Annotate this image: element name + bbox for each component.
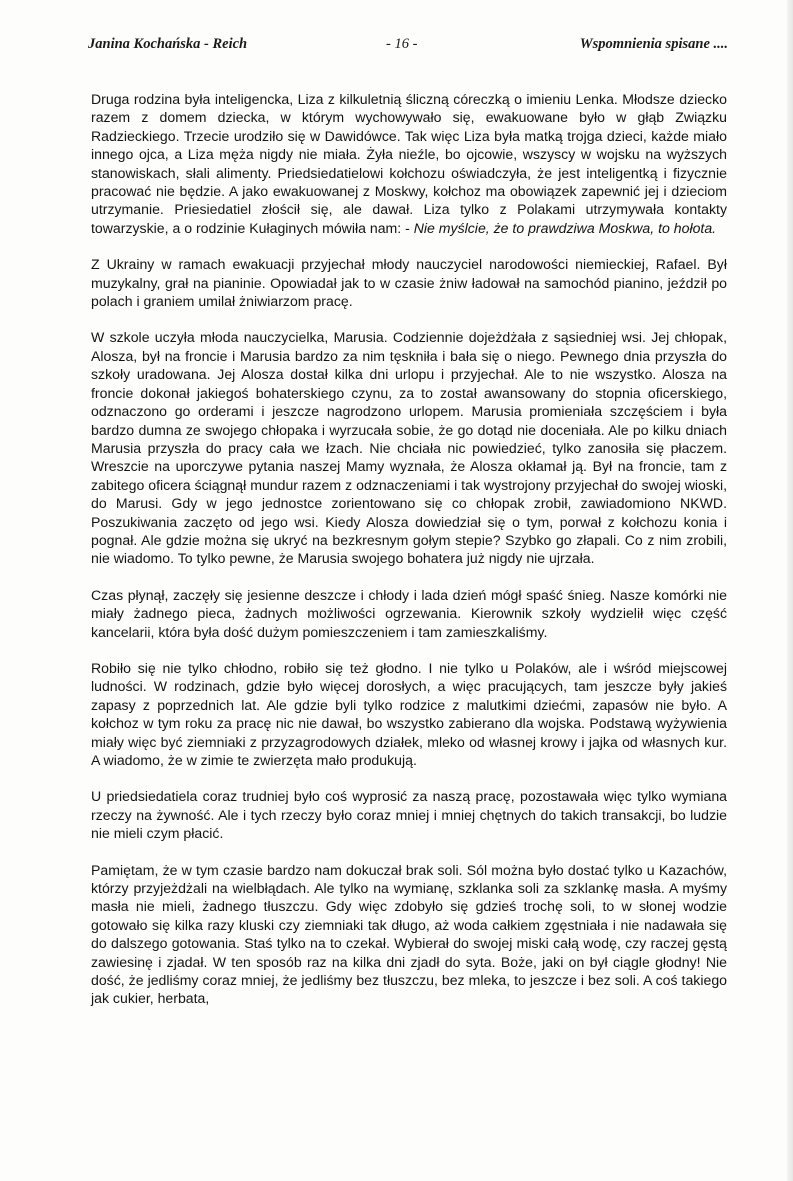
paragraph-4: Czas płynął, zaczęły się jesienne deszcze i chłody i lada dzień mógł spaść śnieg. Nasze komórki nie miały żadnego pieca, żadnych możliwości ogrzewania. Kierownik szkoły wydzielił więc część kancelarii, która była dość dużym pomieszczeniem i tam zamieszkaliśmy. <box>91 586 727 640</box>
paragraph-1 <box>91 90 727 237</box>
paragraph-3: W szkole uczyła młoda nauczycielka, Marusia. Codziennie dojeżdżała z sąsiedniej wsi. Jej chłopak, Alosza, był na froncie i Marusia bardzo za nim tęskniła i bała się o niego. Pewnego dnia przyszła do szkoły uradowana. Jej Alosza dostał kilka dni urlopu i przyjechał. Ale to nie wszystko. Alosza na froncie dokonał jakiegoś bohaterskiego czynu, za to został awansowany do stopnia oficerskiego, odznaczono go orderami i jeszcze nagrodzono urlopem. Marusia promieniała szczęściem i była bardzo dumna ze swojego chłopaka i wyrzucała sobie, że go dotąd nie doceniała. Ale po kilku dniach Marusia przyszła do pracy cała we łzach. Nie chciała nic powiedzieć, tylko zanosiła się płaczem. Wreszcie na uporczywe pytania naszej Mamy wyznała, że Alosza okłamał ją. Był na froncie, tam z zabitego oficera ściągnął mundur razem z odznaczeniami i tak wystrojony przyjechał do swojej wioski, do Marusi. Gdy w jego jednostce zorientowano się co chłopak zrobił, zawiadomiono NKWD. Poszukiwania zaczęto od jego wsi. Kiedy Alosza dowiedział się o tym, porwał z kołchozu konia i pognał. Ale gdzie można się ukryć na bezkresnym gołym stepie? Szybko go złapali. Co z nim zrobili, nie wiadomo. To tylko pewne, że Marusia swojego bohatera już nigdy nie ujrzała. <box>91 329 727 567</box>
paragraph-1-quote: Nie myślcie, że to prawdziwa Moskwa, to hołota. <box>413 219 717 236</box>
paragraph-7: Pamiętam, że w tym czasie bardzo nam dokuczał brak soli. Sól można było dostać tylko u Kazachów, którzy przyjeżdżali na wielbłądach. Ale tylko na wymianę, szklanka soli za szklankę masła. A myśmy masła nie mieli, żadnego tłuszczu. Gdy więc zdobyło się gdzieś trochę soli, to w słonej wodzie gotowało się kilka razy kluski czy ziemniaki tak długo, aż woda całkiem zgęstniała i nie nadawała się do dalszego gotowania. Staś tylko na to czekał. Wybierał do swojej miski całą wodę, czy raczej gęstą zawiesinę i zjadał. W ten sposób raz na kilka dni zjadł do syta. Boże, jaki on był ciągle głodny! Nie dość, że jedliśmy coraz mniej, że jedliśmy bez tłuszczu, bez mleka, to jeszcze i bez soli. A coś takiego jak cukier, herbata, <box>91 861 727 1007</box>
document-body <box>91 90 727 1026</box>
header-book-title: Wspomnienia spisane .... <box>579 36 728 52</box>
paragraph-6: U priedsiedatiela coraz trudniej było coś wyprosić za naszą pracę, pozostawała więc tylko wymiana rzeczy na żywność. Ale i tych rzeczy było coraz mniej i mniej chętnych do takich transakcji, bo ludzie nie mieli czym płacić. <box>91 788 727 842</box>
paragraph-5: Robiło się nie tylko chłodno, robiło się też głodno. I nie tylko u Polaków, ale i wśród miejscowej ludności. W rodzinach, gdzie było więcej dorosłych, a więc pracujących, tam jeszcze były jakieś zapasy z poprzednich lat. Ale gdzie byli tylko rodzice z malutkimi dziećmi, zapasów nie było. A kołchoz w tym roku za pracę nic nie dawał, bo wszystko zabierano dla wojska. Podstawą wyżywienia miały więc być ziemniaki z przyzagrodowych działek, mleko od własnej krowy i jajka od własnych kur. A wiadomo, że w zimie te zwierzęta mało produkują. <box>91 659 727 768</box>
paragraph-1-text: Druga rodzina była inteligencka, Liza z kilkuletnią śliczną córeczką o imieniu Lenka. Młodsze dziecko razem z domem dziecka, w którym wychowywało się, ewakuowane było w głąb Związku Radzieckiego. Trzecie urodziło się w Dawidówce. Tak więc Liza była matką trojga dzieci, każde miało innego ojca, a Liza męża nigdy nie miała. Żyła nieźle, bo ojcowie, wszyscy w wojsku na wyższych stanowiskach, słali alimenty. Priedsiedatielowi kołchozu oświadczyła, że jest inteligentką i fizycznie pracować nie będzie. A jako ewakuowanej z Moskwy, kołchoz ma obowiązek zapewnić jej i dzieciom utrzymanie. Priesiedatiel złościł się, ale dawał. Liza tylko z Polakami utrzymywała kontakty towarzyskie, a o rodzinie Kułaginych mówiła nam: - <box>91 91 727 236</box>
paragraph-2: Z Ukrainy w ramach ewakuacji przyjechał młody nauczyciel narodowości niemieckiej, Rafael. Był muzykalny, grał na pianinie. Opowiadał jak to w czasie żniw ładował na samochód pianino, jeździł po polach i graniem umilał żniwiarzom pracę. <box>91 256 727 310</box>
header-page-number: - 16 - <box>386 36 418 52</box>
page-edge <box>787 0 793 1181</box>
running-header <box>88 36 728 58</box>
header-author: Janina Kochańska - Reich <box>88 36 248 52</box>
